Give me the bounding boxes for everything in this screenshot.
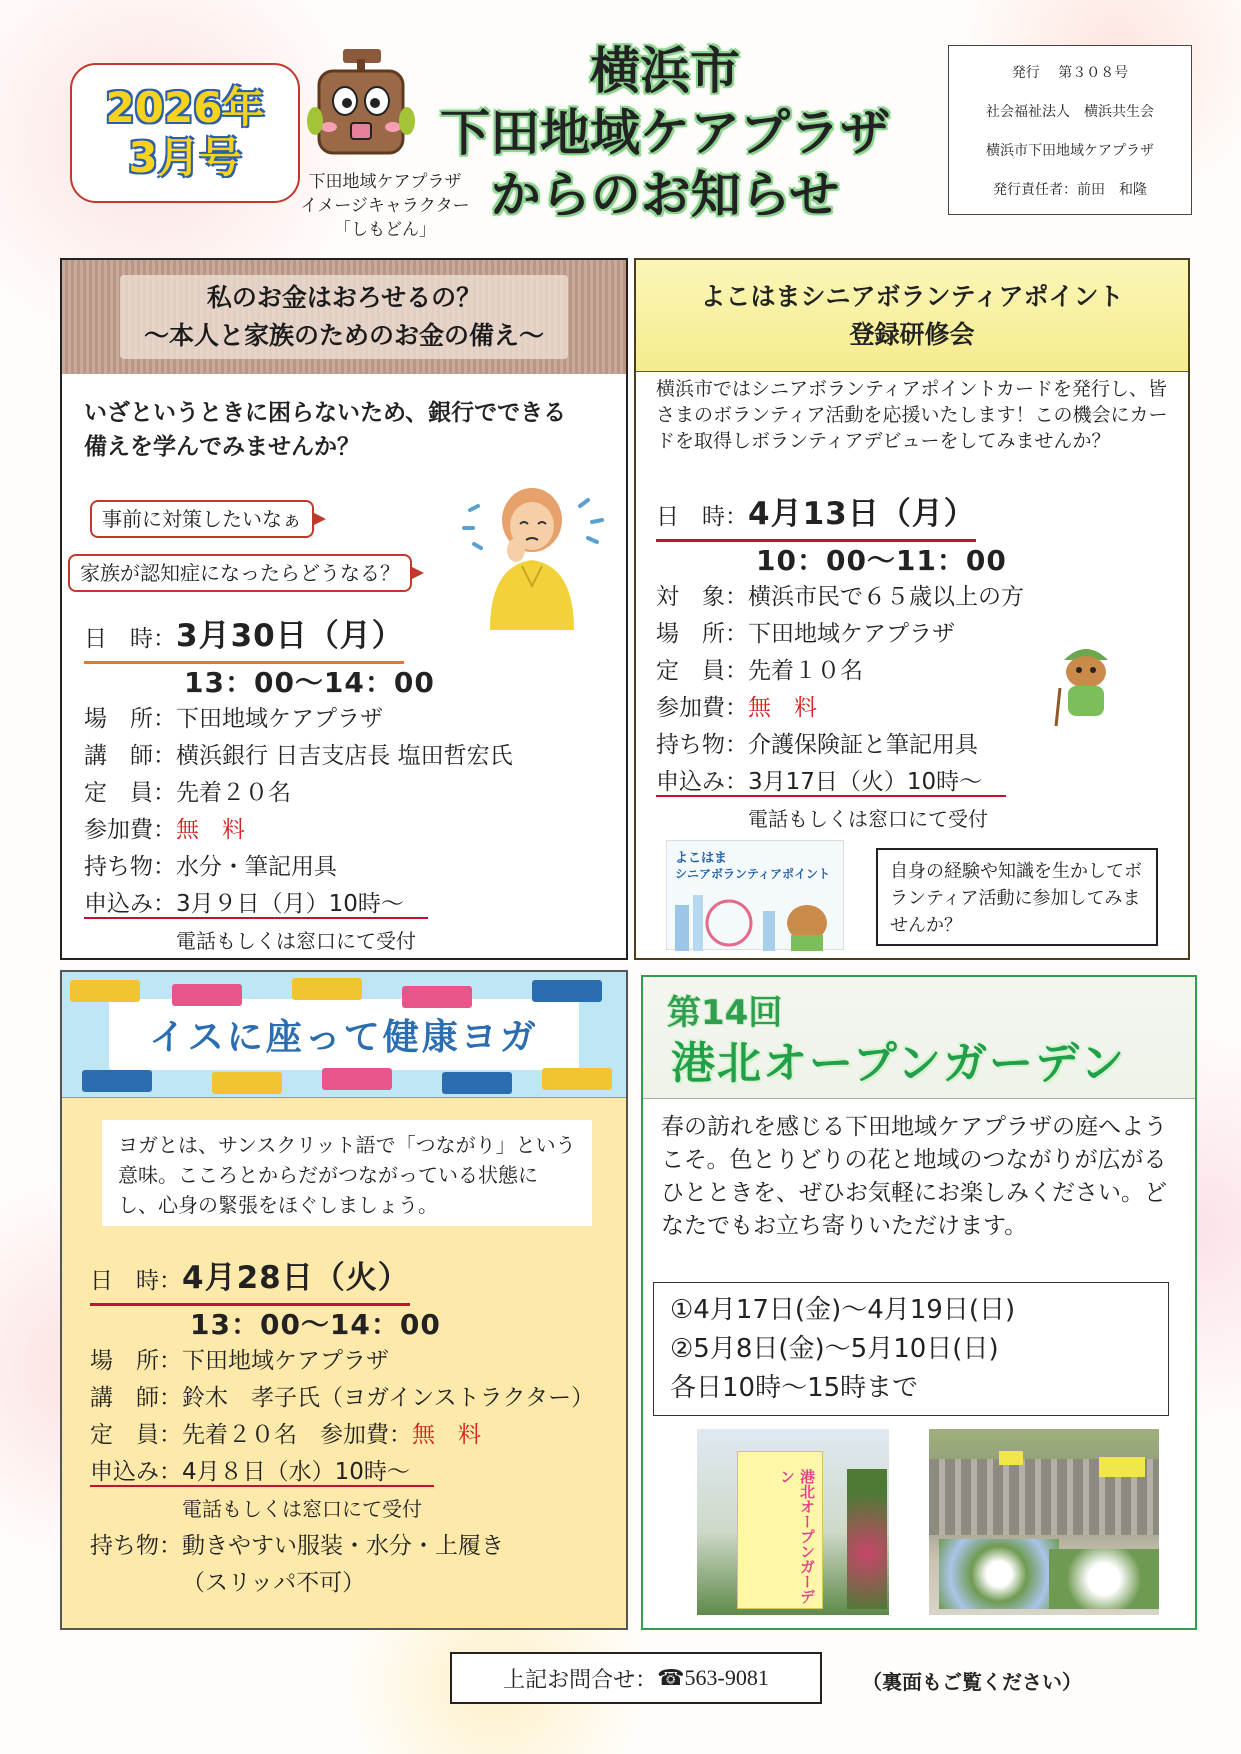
issue-badge	[70, 63, 300, 203]
volunteer-header	[636, 260, 1188, 372]
yoga-note: ヨガとは、サンスクリット語で「つながり」という意味。こころとからだがつながっている状態にし、心身の緊張をほぐしましょう。	[102, 1120, 592, 1226]
money-seminar-subtitle: ～本人と家族のためのお金の備え～	[143, 321, 544, 350]
publisher-box	[948, 45, 1192, 215]
yoga-panel	[60, 970, 628, 1630]
event-reception: 電話もしくは窓口にて受付	[748, 807, 988, 831]
title-line-facility: 下田地域ケアプラザ	[440, 104, 890, 162]
event-reception: 電話もしくは窓口にて受付	[176, 929, 416, 953]
event-bring: 持ち物：介護保険証と筆記用具	[656, 732, 978, 758]
money-seminar-details	[84, 614, 513, 960]
lego-block-decoration	[292, 978, 362, 1000]
money-seminar-header	[62, 260, 626, 374]
garden-date: ②5月8日(金)～5月10日(日)	[670, 1334, 999, 1364]
event-apply: 申込み：3月９日（月）10時～	[84, 891, 428, 919]
lego-block-decoration	[322, 1068, 392, 1090]
event-date: 4月28日（火）	[182, 1260, 410, 1296]
event-lecturer: 講 師：横浜銀行 日吉支店長 塩田哲宏氏	[84, 743, 513, 769]
lego-block-decoration	[212, 1072, 282, 1094]
money-seminar-lead	[84, 396, 566, 464]
lego-block-decoration	[402, 986, 472, 1008]
lego-block-decoration	[442, 1072, 512, 1094]
date-label: 日 時：	[90, 1268, 182, 1294]
volunteer-logo-image	[666, 840, 844, 950]
open-garden-dates	[653, 1282, 1169, 1416]
mascot-name: 「しもどん」	[334, 220, 436, 240]
date-row	[656, 492, 976, 542]
date-label: 日 時：	[84, 626, 176, 652]
contact-box	[450, 1652, 822, 1704]
event-fee	[84, 812, 513, 849]
event-bring-note: （スリッパ不可）	[182, 1570, 366, 1596]
lead-line: いざというときに困らないため、銀行でできる	[84, 400, 567, 426]
event-place: 場 所：下田地域ケアプラザ	[84, 706, 383, 732]
event-place: 場 所：下田地域ケアプラザ	[656, 621, 955, 647]
yoga-title: イスに座って健康ヨガ	[109, 999, 579, 1070]
event-capacity: 定 員：先着２０名 参加費：	[90, 1422, 412, 1448]
event-capacity: 定 員：先着１０名	[656, 658, 863, 684]
money-seminar-panel	[60, 258, 628, 960]
lead-line: 備えを学んでみませんか？	[84, 434, 360, 460]
issue-number: 発行 第３０８号	[1011, 64, 1129, 81]
garden-banner-photo	[697, 1429, 889, 1615]
garden-hours: 各日10時～15時まで	[670, 1373, 919, 1403]
lego-block-decoration	[172, 984, 242, 1006]
event-time: 13：00～14：00	[184, 666, 435, 699]
garden-date: ①4月17日(金)～4月19日(日)	[670, 1295, 1016, 1325]
lego-block-decoration	[532, 980, 602, 1002]
volunteer-details	[656, 492, 1024, 838]
volunteer-title: よこはまシニアボランティアポイント	[700, 281, 1124, 311]
event-time: 13：00～14：00	[190, 1308, 441, 1341]
fee-value: 無 料	[412, 1422, 481, 1448]
publisher-org-type: 社会福祉法人 横浜共生会	[986, 103, 1154, 120]
volunteer-note: 自身の経験や知識を生かしてボランティア活動に参加してみませんか？	[876, 848, 1158, 946]
fee-value: 無 料	[748, 695, 817, 721]
elderly-mascot-illustration	[1046, 638, 1126, 728]
event-date: 4月13日（月）	[748, 496, 976, 532]
volunteer-subtitle: 登録研修会	[849, 319, 975, 349]
event-place: 場 所：下田地域ケアプラザ	[90, 1348, 389, 1374]
yoga-details	[90, 1256, 594, 1602]
fee-label: 参加費：	[84, 817, 176, 843]
see-back-note: （裏面もご覧ください）	[862, 1670, 1082, 1694]
mascot-caption-line: イメージキャラクター	[300, 196, 470, 216]
speech-bubble: 家族が認知症になったらどうなる？	[68, 554, 412, 592]
open-garden-edition: 第14回	[667, 993, 783, 1033]
issue-month: 3月号	[128, 133, 242, 182]
fee-value: 無 料	[176, 817, 245, 843]
issue-year: 2026年	[105, 83, 265, 132]
event-date: 3月30日（月）	[176, 618, 404, 654]
mascot-shimodon-image	[305, 45, 417, 165]
event-target: 対 象：横浜市民で６５歳以上の方	[656, 584, 1024, 610]
event-time: 10：00～11：00	[756, 544, 1007, 577]
event-lecturer: 講 師：鈴木 孝子氏（ヨガインストラクター）	[90, 1385, 595, 1411]
page-title	[430, 40, 900, 226]
volunteer-panel	[634, 258, 1190, 960]
event-bring: 持ち物：動きやすい服装・水分・上履き	[90, 1533, 504, 1559]
lego-block-decoration	[542, 1068, 612, 1090]
publisher-org-name: 横浜市下田地域ケアプラザ	[986, 142, 1154, 159]
publisher-responsible: 発行責任者：前田 和隆	[993, 181, 1147, 198]
title-line-city: 横浜市	[590, 42, 740, 100]
event-fee	[656, 690, 1024, 727]
event-reception: 電話もしくは窓口にて受付	[182, 1497, 422, 1521]
open-garden-body: 春の訪れを感じる下田地域ケアプラザの庭へようこそ。色とりどりの花と地域のつながりが広がるひとときを、ぜひお気軽にお楽しみください。どなたでもお立ち寄りいただけます。	[661, 1114, 1167, 1239]
contact-phone[interactable]: ☎563-9081	[657, 1665, 769, 1690]
speech-bubble: 事前に対策したいなぁ	[90, 500, 314, 538]
fee-label: 参加費：	[656, 695, 748, 721]
open-garden-title: 港北オープンガーデン	[671, 1038, 1127, 1089]
logo-text: シニアボランティアポイント	[675, 867, 831, 881]
logo-text: よこはま	[675, 851, 728, 866]
yoga-header	[62, 972, 626, 1098]
banner-text: 港北オープンガーデン	[778, 1469, 816, 1604]
title-line-notice: からのお知らせ	[490, 166, 840, 224]
lego-block-decoration	[70, 980, 140, 1002]
contact-label: 上記お問合せ：	[503, 1667, 658, 1693]
date-row	[90, 1256, 410, 1306]
event-capacity-fee	[90, 1417, 594, 1454]
lego-block-decoration	[82, 1070, 152, 1092]
date-label: 日 時：	[656, 504, 748, 530]
event-capacity: 定 員：先着２０名	[84, 780, 291, 806]
open-garden-panel	[641, 975, 1197, 1630]
open-garden-header	[643, 977, 1195, 1099]
worried-woman-illustration	[460, 480, 610, 630]
money-seminar-title: 私のお金はおろせるの？	[206, 283, 482, 312]
event-apply: 申込み：4月８日（水）10時～	[90, 1459, 434, 1487]
date-row	[84, 614, 404, 664]
garden-fence-photo	[929, 1429, 1159, 1615]
volunteer-intro: 横浜市ではシニアボランティアポイントカードを発行し、皆さまのボランティア活動を応援いたします！この機会にカードを取得しボランティアデビューをしてみませんか？	[656, 378, 1168, 452]
mascot-caption-line: 下田地域ケアプラザ	[308, 172, 462, 192]
event-apply: 申込み：3月17日（火）10時～	[656, 769, 1006, 797]
event-bring: 持ち物：水分・筆記用具	[84, 854, 337, 880]
